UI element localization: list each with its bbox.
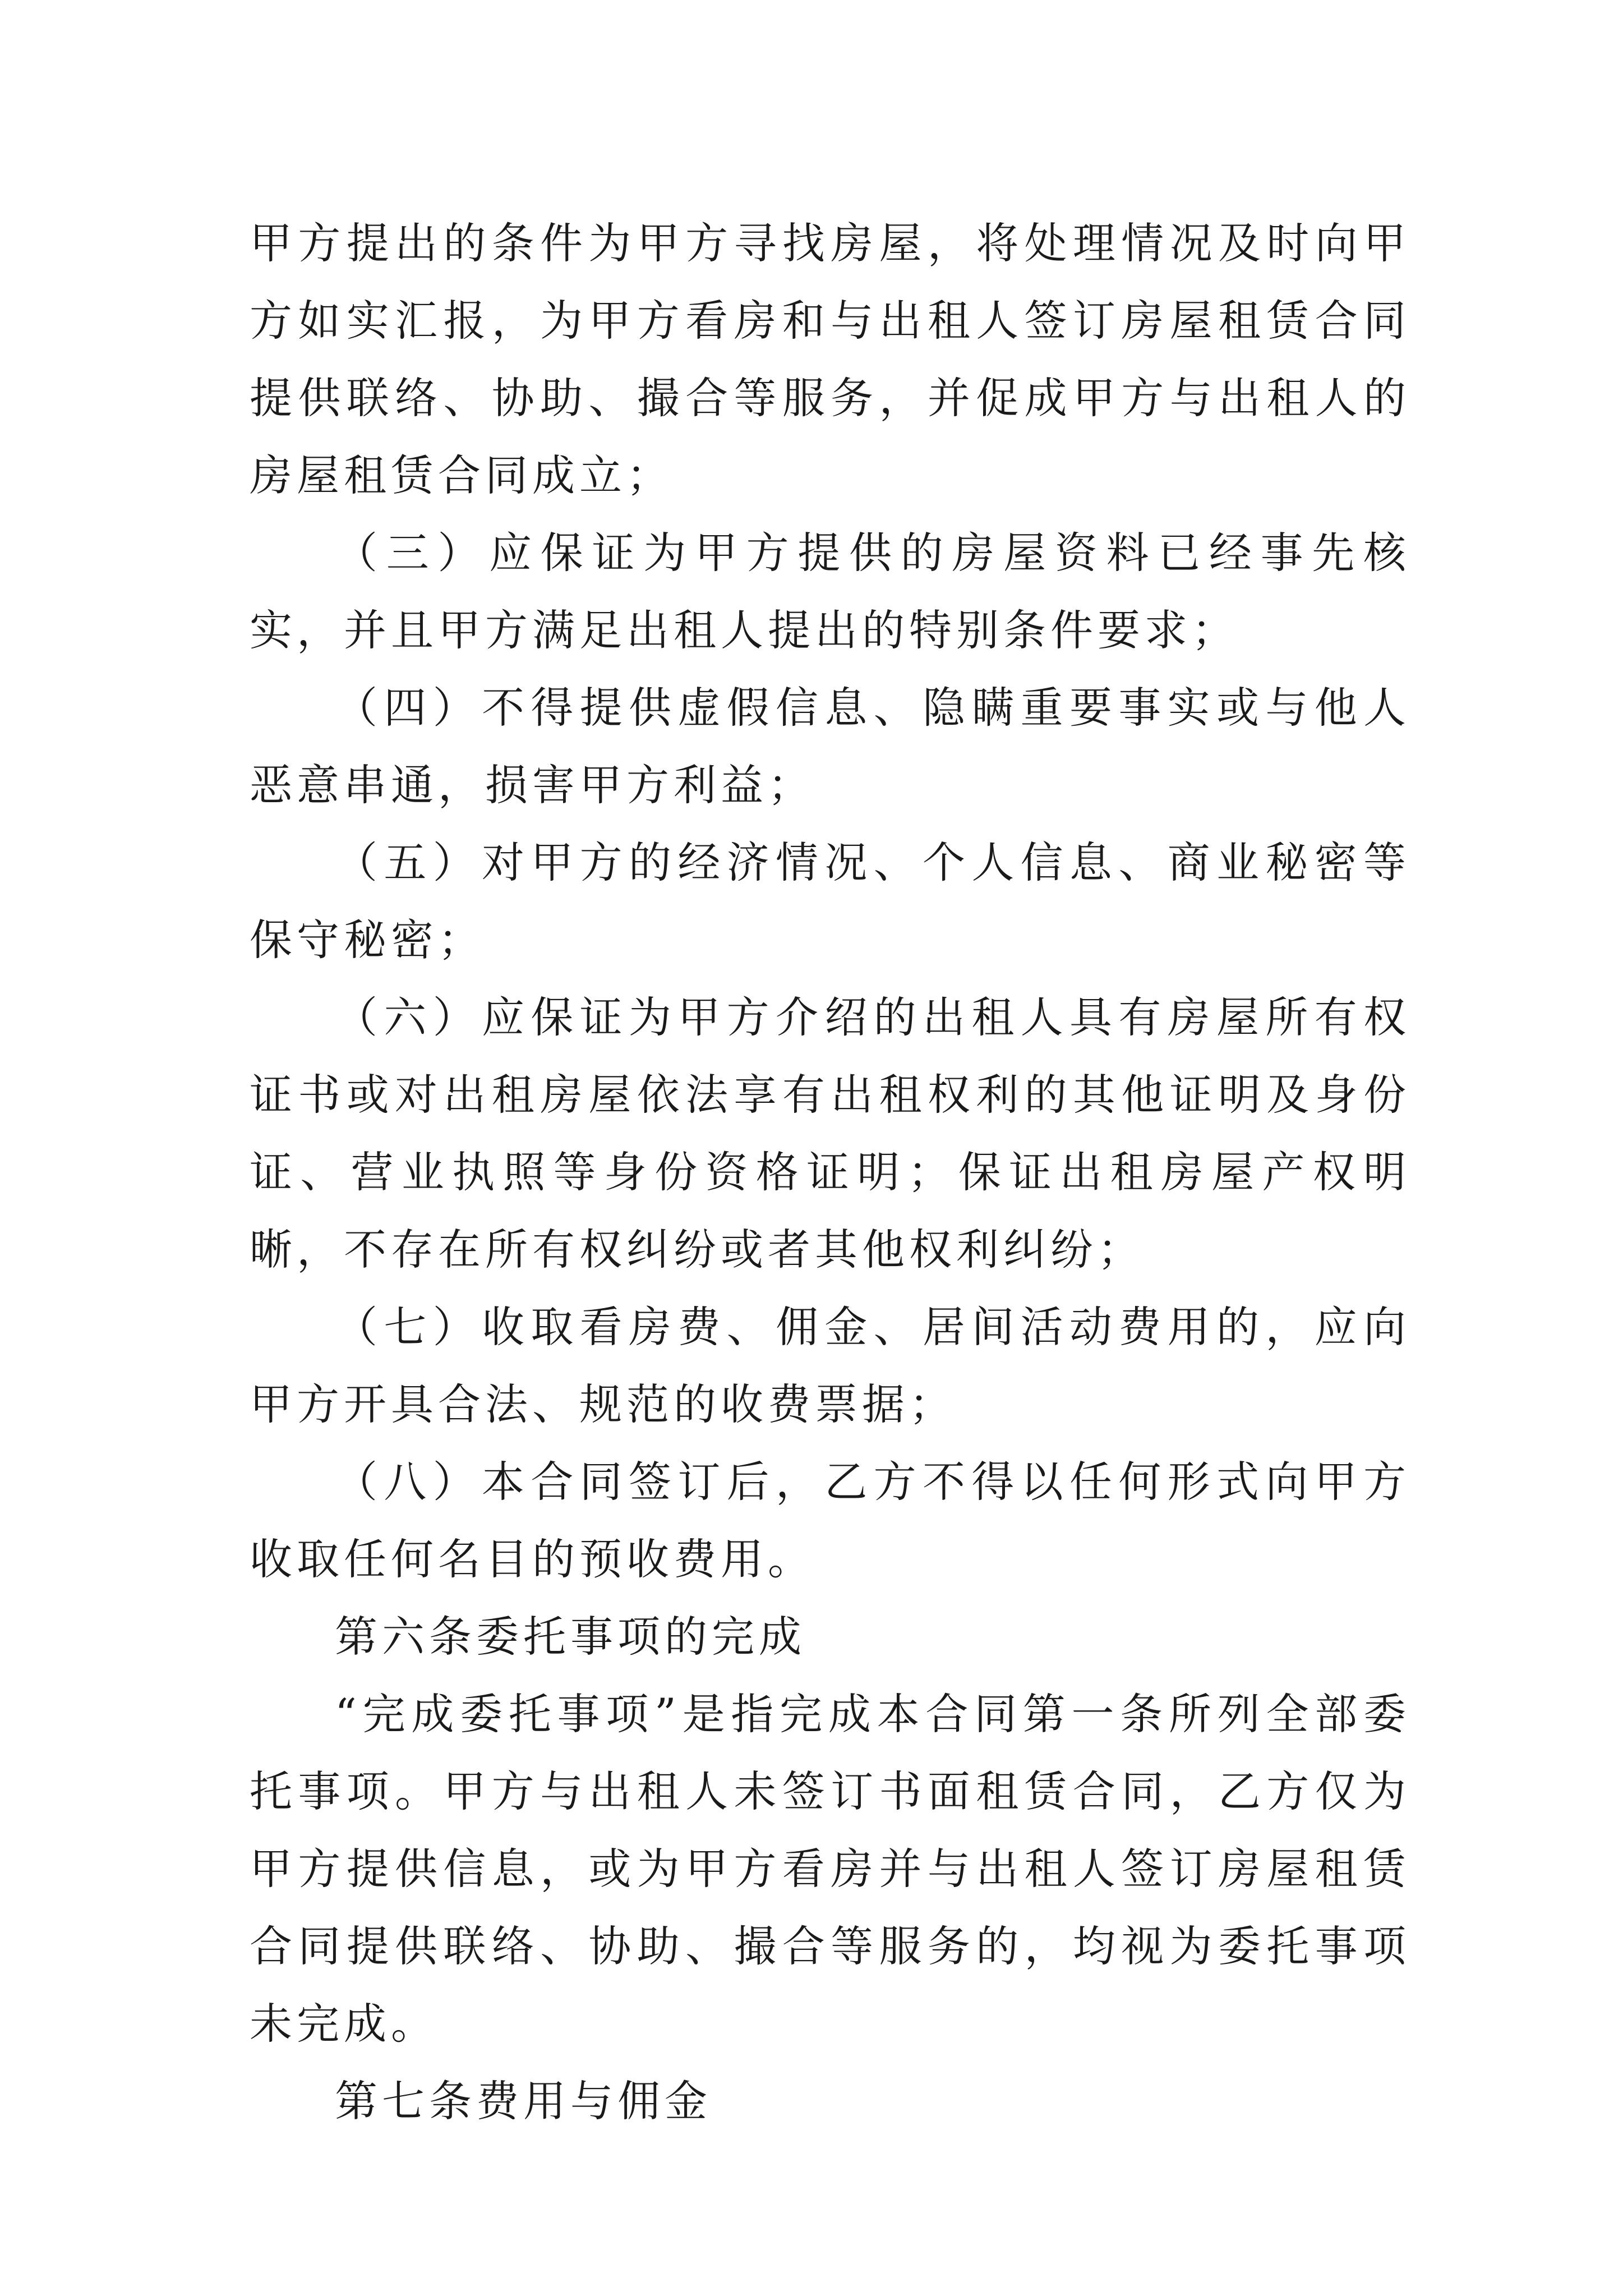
paragraph-continuation: 甲方提出的条件为甲方寻找房屋，将处理情况及时向甲方如实汇报，为甲方看房和与出租人签订房屋租赁合同提供联络、协助、撮合等服务，并促成甲方与出租人的房屋租赁合同成立；	[250, 218, 1410, 500]
paragraph-clause-8: （八）本合同签订后，乙方不得以任何形式向甲方收取任何名目的预收费用。	[250, 1457, 1410, 1584]
article-6-body: “完成委托事项”是指完成本合同第一条所列全部委托事项。甲方与出租人未签订书面租赁合同，乙方仅为甲方提供信息，或为甲方看房并与出租人签订房屋租赁合同提供联络、协助、撮合等服务的，均视为委托事项未完成。	[250, 1689, 1410, 2049]
paragraph-clause-4: （四）不得提供虚假信息、隐瞒重要事实或与他人恶意串通，损害甲方利益；	[250, 683, 1410, 810]
article-7-heading: 第七条费用与佣金	[335, 2076, 712, 2126]
paragraph-clause-3: （三）应保证为甲方提供的房屋资料已经事先核实，并且甲方满足出租人提出的特别条件要求；	[250, 528, 1410, 655]
article-6-heading: 第六条委托事项的完成	[335, 1612, 806, 1662]
paragraph-clause-7: （七）收取看房费、佣金、居间活动费用的，应向甲方开具合法、规范的收费票据；	[250, 1302, 1410, 1429]
document-body	[250, 205, 1410, 2140]
paragraph-clause-6: （六）应保证为甲方介绍的出租人具有房屋所有权证书或对出租房屋依法享有出租权利的其他证明及身份证、营业执照等身份资格证明；保证出租房屋产权明晰，不存在所有权纠纷或者其他权利纠纷；	[250, 992, 1410, 1274]
paragraph-clause-5: （五）对甲方的经济情况、个人信息、商业秘密等保守秘密；	[250, 838, 1410, 965]
